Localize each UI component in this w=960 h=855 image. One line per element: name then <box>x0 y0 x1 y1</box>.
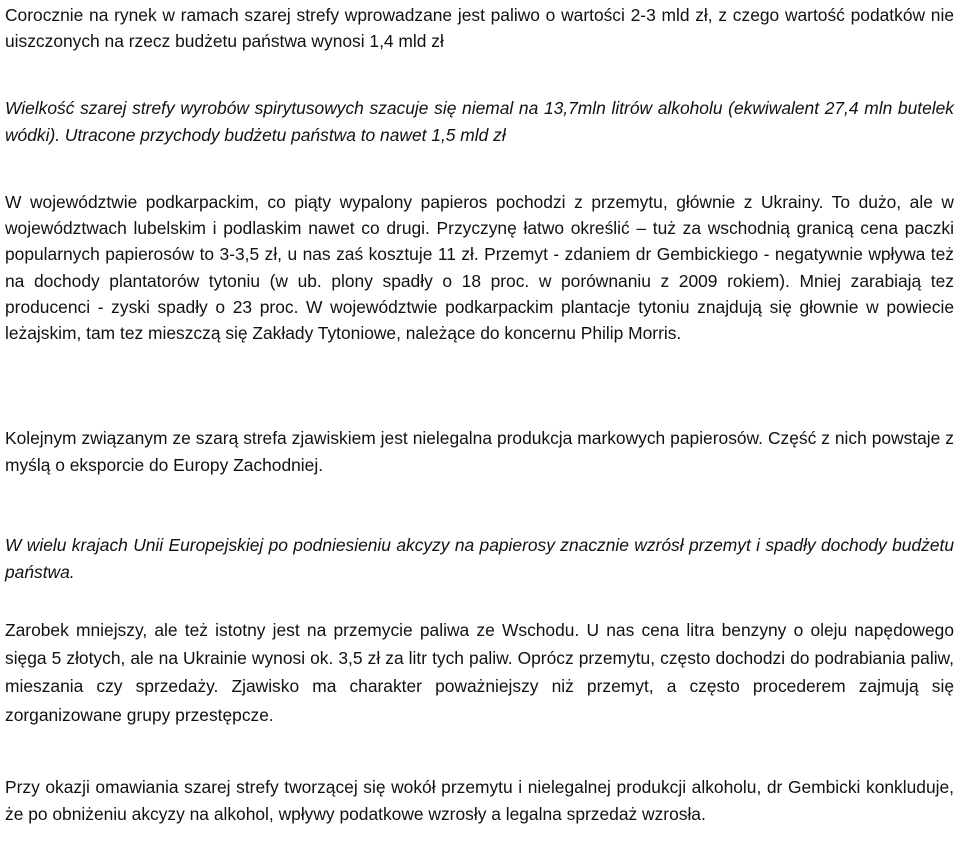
paragraph-text: Przy okazji omawiania szarej strefy tworzącej się wokół przemytu i nielegalnej produkcji alkoholu, dr Gembicki konkluduje, że po obniżeniu akcyzy na alkohol, wpływy podatkowe wzrosły a legalna sprzedaż wzrosła. <box>5 777 954 824</box>
paragraph-fuel-grey-market <box>5 2 954 54</box>
paragraph-cigarette-smuggling <box>5 189 954 346</box>
paragraph-text: Corocznie na rynek w ramach szarej strefy wprowadzane jest paliwo o wartości 2-3 mld zł, z czego wartość podatków nie uiszczonych na rzecz budżetu państwa wynosi 1,4 mld zł <box>5 5 954 52</box>
paragraph-spirits-grey-market <box>5 95 954 149</box>
paragraph-text: W województwie podkarpackim, co piąty wypalony papieros pochodzi z przemytu, głównie z Ukrainy. To dużo, ale w województwach lubelskim i podlaskim nawet co drugi. Przyczynę łatwo określić – tuż za wschodnią granicą cena paczki popularnych papierosów to 3-3,5 zł, u nas zaś kosztuje 11 zł. Przemyt - zdaniem dr Gembickiego - negatywnie wpływa też na dochody plantatorów tytoniu (w ub. plony spadły o 18 proc. w porównaniu z 2009 rokiem). Mniej zarabiają tez producenci - zyski spadły o 23 proc. W województwie podkarpackim plantacje tytoniu znajdują się głownie w powiecie leżajskim, tam tez mieszczą się Zakłady Tytoniowe, należące do koncernu Philip Morris. <box>5 192 954 344</box>
paragraph-conclusion <box>5 774 954 828</box>
paragraph-text: W wielu krajach Unii Europejskiej po podniesieniu akcyzy na papierosy znacznie wzrósł przemyt i spadły dochody budżetu państwa. <box>5 535 954 582</box>
paragraph-text: Kolejnym związanym ze szarą strefa zjawiskiem jest nielegalna produkcja markowych papierosów. Część z nich powstaje z myślą o eksporcie do Europy Zachodniej. <box>5 428 954 475</box>
paragraph-eu-excise <box>5 532 954 586</box>
paragraph-fuel-smuggling <box>5 616 954 729</box>
paragraph-illegal-production <box>5 425 954 479</box>
paragraph-text: Zarobek mniejszy, ale też istotny jest na przemycie paliwa ze Wschodu. U nas cena litra benzyny o oleju napędowego sięga 5 złotych, ale na Ukrainie wynosi ok. 3,5 zł za litr tych paliw. Oprócz przemytu, często dochodzi do podrabiania paliw, mieszania czy sprzedaży. Zjawisko ma charakter poważniejszy niż przemyt, a często procederem zajmują się zorganizowane grupy przestępcze. <box>5 620 954 725</box>
paragraph-text: Wielkość szarej strefy wyrobów spirytusowych szacuje się niemal na 13,7mln litrów alkoholu (ekwiwalent 27,4 mln butelek wódki). Utracone przychody budżetu państwa to nawet 1,5 mld zł <box>5 98 954 145</box>
